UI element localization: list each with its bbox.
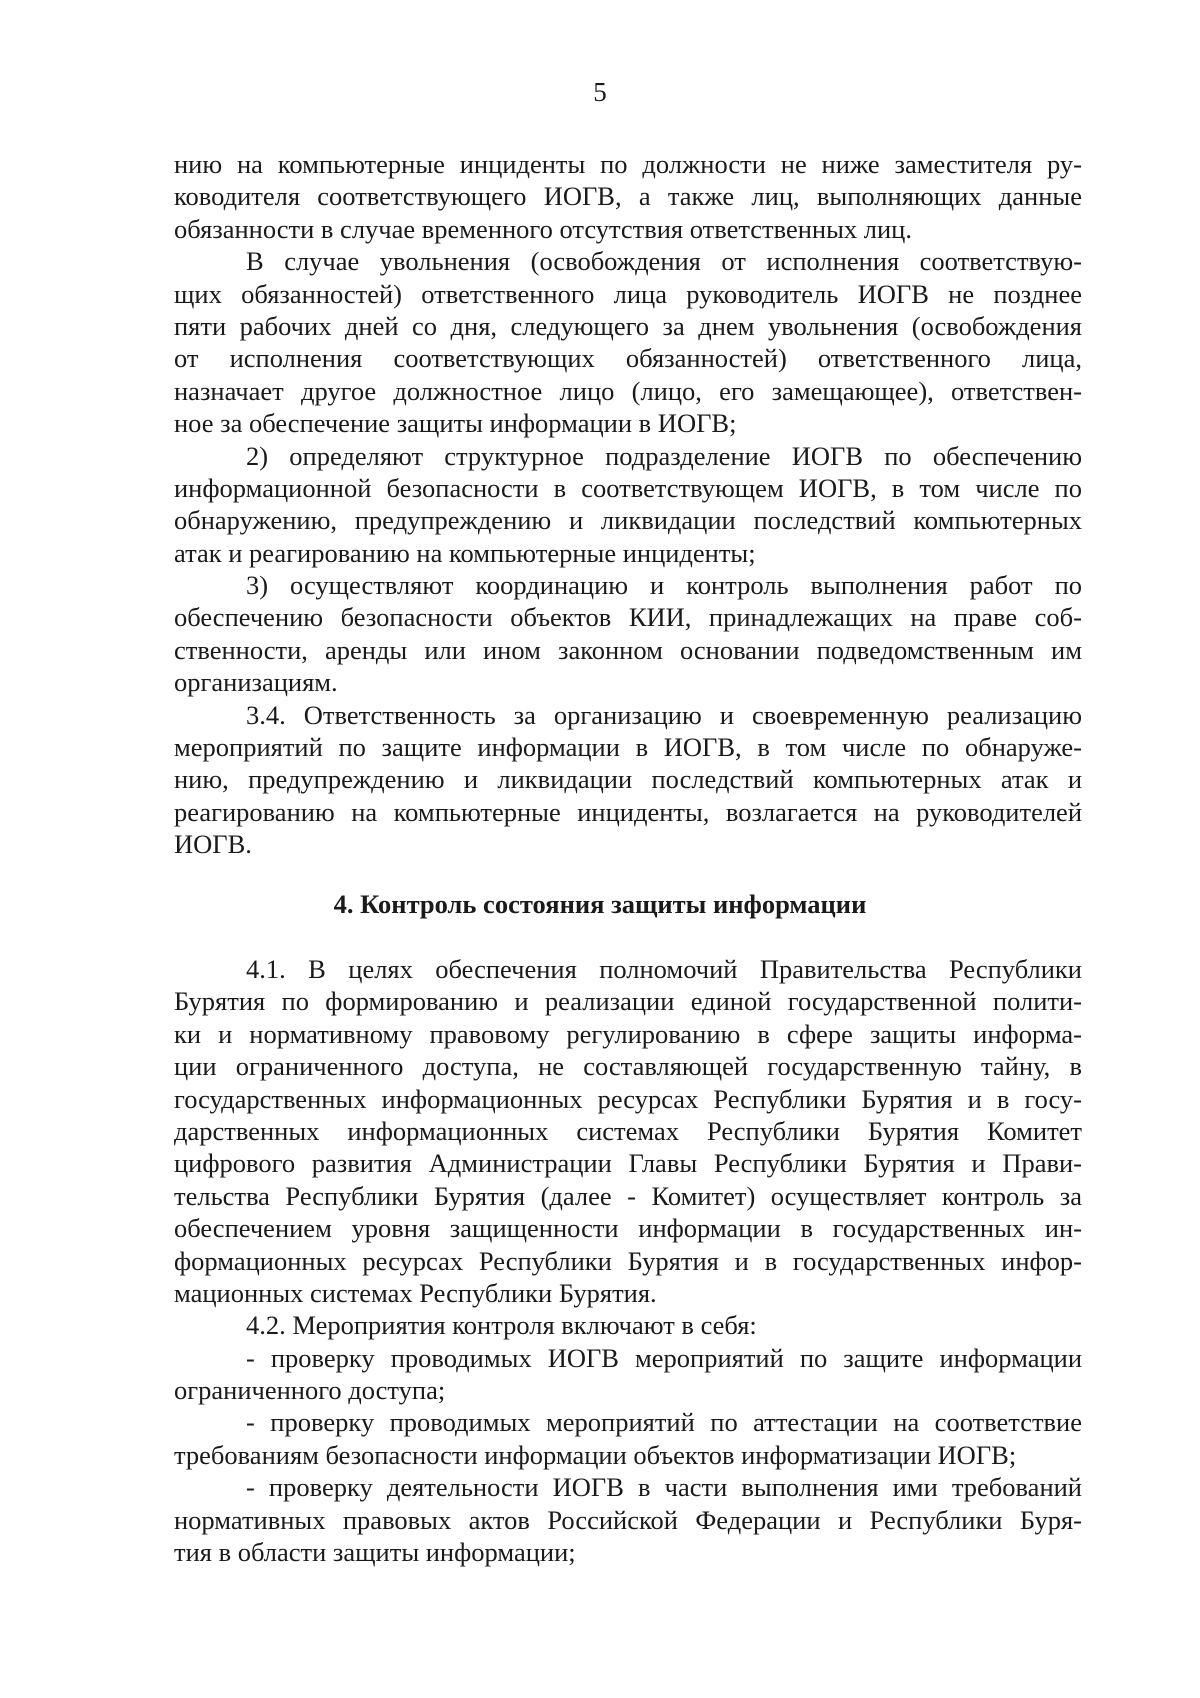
- page-number: 5: [593, 77, 607, 107]
- paragraph: [174, 1471, 1082, 1568]
- text-line: ственности, аренды или ином законном основании подведомственным им: [174, 634, 1082, 665]
- body-text-top: [174, 148, 1082, 861]
- text-line: обязанности в случае временного отсутствия ответственных лиц.: [174, 213, 912, 244]
- text-line: обеспечением уровня защищенности информации в государственных ин-: [174, 1213, 1082, 1244]
- text-line: назначает другое должностное лицо (лицо, его замещающее), ответствен-: [174, 375, 1082, 406]
- section-heading: 4. Контроль состояния защиты информации: [333, 889, 867, 919]
- paragraph: [174, 569, 1082, 699]
- paragraph: [174, 440, 1082, 570]
- text-line: ограниченного доступа;: [174, 1375, 446, 1406]
- paragraph: [174, 1309, 1082, 1341]
- text-line: ции ограниченного доступа, не составляющей государственную тайну, в: [174, 1051, 1082, 1082]
- paragraph: [174, 1342, 1082, 1407]
- text-line: пяти рабочих дней со дня, следующего за днем увольнения (освобождения: [174, 310, 1082, 341]
- text-line: - проверку проводимых ИОГВ мероприятий по защите информации: [246, 1342, 1082, 1373]
- text-line: 4.2. Мероприятия контроля включают в себя:: [246, 1310, 757, 1341]
- text-line: Бурятия по формированию и реализации единой государственной полити-: [174, 986, 1082, 1017]
- text-line: щих обязанностей) ответственного лица руководитель ИОГВ не позднее: [174, 278, 1082, 309]
- text-line: формационных ресурсах Республики Бурятия и в государственных инфор-: [174, 1245, 1082, 1276]
- text-line: ное за обеспечение защиты информации в ИОГВ;: [174, 408, 737, 439]
- text-line: 4.1. В целях обеспечения полномочий Правительства Республики: [246, 954, 1082, 984]
- text-line: ководителя соответствующего ИОГВ, а также лиц, выполняющих данные: [174, 181, 1082, 212]
- body-text-bottom: [174, 953, 1082, 1568]
- text-line: - проверку деятельности ИОГВ в части выполнения ими требований: [246, 1472, 1082, 1503]
- text-line: реагированию на компьютерные инциденты, возлагается на руководителей: [174, 796, 1082, 827]
- text-line: ИОГВ.: [174, 829, 252, 860]
- text-line: 2) определяют структурное подразделение ИОГВ по обеспечению: [246, 440, 1082, 471]
- text-line: нию, предупреждению и ликвидации последствий компьютерных атак и: [174, 764, 1082, 795]
- text-line: обнаружению, предупреждению и ликвидации последствий компьютерных: [174, 505, 1082, 536]
- paragraph: [174, 1406, 1082, 1471]
- text-line: тельства Республики Бурятия (далее - Комитет) осуществляет контроль за: [174, 1180, 1082, 1211]
- text-line: цифрового развития Администрации Главы Республики Бурятия и Прави-: [174, 1148, 1082, 1179]
- paragraph: [174, 699, 1082, 861]
- text-line: тия в области защиты информации;: [174, 1537, 576, 1568]
- text-line: ки и нормативному правовому регулированию в сфере защиты информа-: [174, 1018, 1082, 1049]
- text-line: нормативных правовых актов Российской Федерации и Республики Буря-: [174, 1504, 1082, 1535]
- paragraph: [174, 953, 1082, 1309]
- text-line: обеспечению безопасности объектов КИИ, принадлежащих на праве соб-: [174, 602, 1082, 633]
- text-line: мационных системах Республики Бурятия.: [174, 1277, 657, 1308]
- text-line: - проверку проводимых мероприятий по аттестации на соответствие: [246, 1407, 1082, 1438]
- text-line: от исполнения соответствующих обязанностей) ответственного лица,: [174, 343, 1082, 374]
- text-line: требованиям безопасности информации объектов информатизации ИОГВ;: [174, 1439, 1017, 1470]
- text-line: 3) осуществляют координацию и контроль выполнения работ по: [246, 570, 1082, 601]
- text-line: атак и реагированию на компьютерные инциденты;: [174, 537, 756, 568]
- text-line: информационной безопасности в соответствующем ИОГВ, в том числе по: [174, 472, 1082, 503]
- text-line: государственных информационных ресурсах Республики Бурятия и в госу-: [174, 1083, 1082, 1114]
- text-line: 3.4. Ответственность за организацию и своевременную реализацию: [246, 699, 1082, 730]
- text-line: организациям.: [174, 667, 338, 698]
- text-line: мероприятий по защите информации в ИОГВ, в том числе по обнаруже-: [174, 732, 1082, 763]
- text-line: В случае увольнения (освобождения от исполнения соответствую-: [246, 246, 1082, 277]
- text-line: нию на компьютерные инциденты по должности не ниже заместителя ру-: [174, 149, 1082, 179]
- paragraph: [174, 245, 1082, 439]
- text-line: дарственных информационных системах Республики Бурятия Комитет: [174, 1115, 1082, 1146]
- paragraph: [174, 148, 1082, 245]
